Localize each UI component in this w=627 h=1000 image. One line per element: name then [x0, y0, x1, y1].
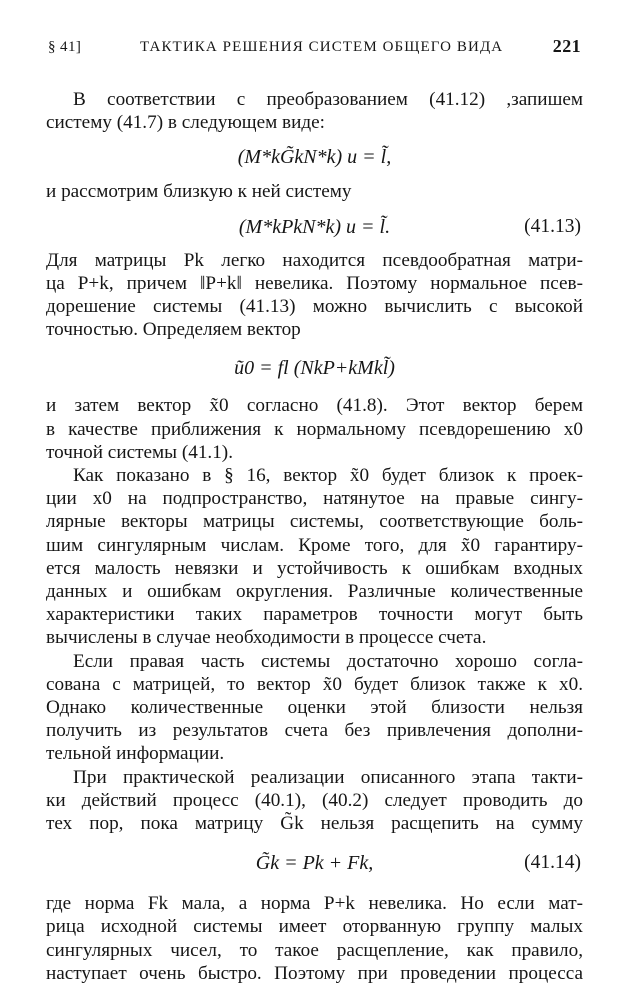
equation-1 — [46, 140, 583, 174]
paragraph-6-line-1: Если правая часть системы достаточно хорошо согла- — [73, 650, 583, 672]
page-body — [46, 88, 583, 985]
paragraph-3-line-1: Для матрицы Pk легко находится псевдообратная матри- — [46, 249, 583, 271]
paragraph-6-line-4: получить из результатов счета без привлечения дополни- — [46, 720, 583, 742]
paragraph-8-line-2: рица исходной системы имеет оторванную группу малых — [46, 916, 583, 938]
section-ref: § 41] — [48, 39, 82, 55]
paragraph-4-line-1: и затем вектор x̃0 согласно (41.8). Этот вектор берем — [46, 395, 583, 417]
paragraph-6-line-2: сована с матрицей, то вектор x̃0 будет близок также к x0. — [46, 673, 583, 695]
paragraph-5-line-7: характеристики таких параметров точности могут быть — [46, 604, 583, 626]
paragraph-7-line-2: ки действий процесс (40.1), (40.2) следует проводить до — [46, 789, 583, 811]
paragraph-3-line-4: точностью. Определяем вектор — [46, 319, 301, 341]
paragraph-4-line-2: в качестве приближения к нормальному псевдорешению x0 — [46, 418, 583, 440]
paragraph-8-line-3: сингулярных чисел, то такое расщепление, как правило, — [46, 939, 583, 961]
paragraph-3-line-3: дорешение системы (41.13) можно вычислить с высокой — [46, 296, 583, 318]
paragraph-5-line-3: лярные векторы матрицы системы, соответствующие боль- — [46, 511, 583, 533]
paragraph-7-line-1: При практической реализации описанного этапа такти- — [73, 766, 583, 788]
paragraph-5-line-4: шим сингулярным числам. Кроме того, для x̃0 гарантиру- — [46, 534, 583, 556]
paragraph-5-line-8: вычислены в случае необходимости в процессе счета. — [46, 627, 487, 649]
paragraph-8-line-1: где норма Fk мала, а норма P+k невелика. Но если мат- — [46, 893, 583, 915]
running-header — [48, 36, 581, 62]
equation-41-14 — [46, 846, 583, 880]
paragraph-8-line-4: наступает очень быстро. Поэтому при проведении процесса — [46, 962, 583, 984]
page-number: 221 — [552, 36, 581, 56]
paragraph-4-line-3: точной системы (41.1). — [46, 441, 233, 463]
paragraph-6-line-5: тельной информации. — [46, 743, 225, 765]
paragraph-6-line-3: Однако количественные оценки этой близости нельзя — [46, 697, 583, 719]
paragraph-5-line-2: ции x0 на подпространство, натянутое на правые сингу- — [46, 488, 583, 510]
equation-41-14-number: (41.14) — [524, 852, 581, 874]
equation-41-13-expression: (M*kPkN*k) u = l̃. — [238, 215, 391, 238]
equation-3 — [46, 351, 583, 385]
equation-41-13 — [46, 210, 583, 244]
paragraph-5-line-1: Как показано в § 16, вектор x̃0 будет близок к проек- — [73, 465, 583, 487]
equation-41-14-expression: G̃k = Pk + Fk, — [255, 852, 374, 875]
paragraph-1-line-2: систему (41.7) в следующем виде: — [46, 112, 325, 134]
paragraph-2: и рассмотрим близкую к ней систему — [46, 181, 352, 203]
paragraph-5-line-6: данных и ошибкам округления. Различные количественные — [46, 581, 583, 603]
running-title: ТАКТИКА РЕШЕНИЯ СИСТЕМ ОБЩЕГО ВИДА — [140, 39, 504, 55]
paragraph-1-line-1: В соответствии с преобразованием (41.12) ,запишем — [73, 89, 583, 110]
paragraph-5-line-5: ется малость невязки и устойчивость к ошибкам входных — [46, 557, 583, 579]
paragraph-3-line-2: ца P+k, причем ‖P+k‖ невелика. Поэтому нормальное псев- — [46, 272, 583, 294]
equation-1-expression: (M*kG̃kN*k) u = l̃, — [237, 146, 392, 169]
equation-3-expression: ũ0 = fl (NkP+kMkl̃) — [234, 357, 395, 380]
paragraph-7-line-3: тех пор, пока матрицу G̃k нельзя расщепить на сумму — [46, 813, 583, 835]
equation-41-13-number: (41.13) — [524, 215, 581, 237]
